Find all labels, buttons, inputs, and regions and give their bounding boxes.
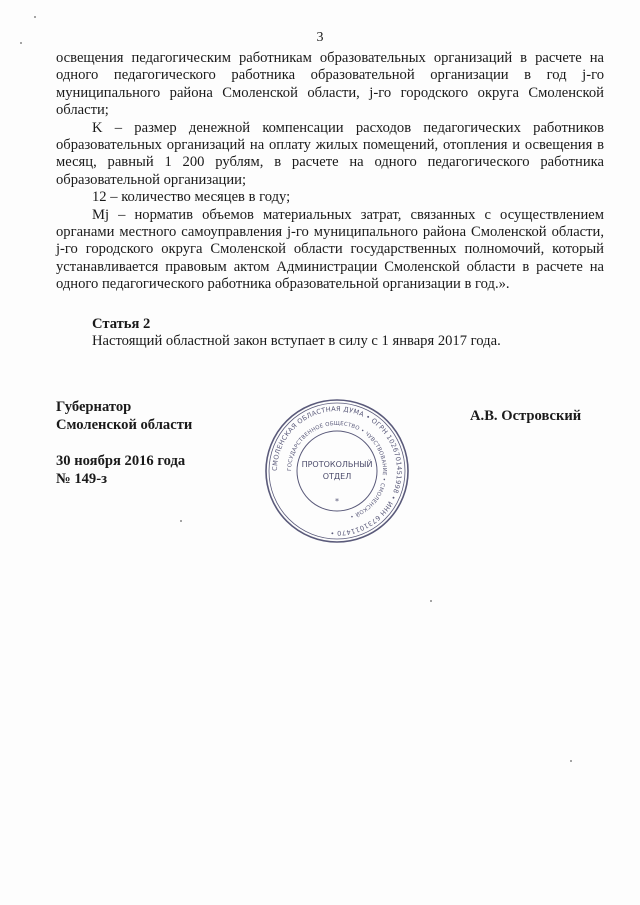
signatory-position-line2: Смоленской области <box>56 417 193 433</box>
stamp-center-line1: ПРОТОКОЛЬНЫЙ <box>301 460 373 469</box>
stamp-center-line2: ОТДЕЛ <box>322 472 352 481</box>
law-number: № 149-з <box>56 471 107 487</box>
signatory-position-line1: Губернатор <box>56 399 132 415</box>
paragraph-k-definition: K – размер денежной компенсации расходов педагогических работников образовательных организаций на оплату жилых помещений, отопления и освещения в месяц, равный 1 200 рублям, в расчете на одного педагогического работника образовательной организации; <box>56 119 604 188</box>
formula-definitions <box>56 50 604 294</box>
article-heading: Статья 2 <box>92 316 151 332</box>
scan-speck <box>34 16 36 18</box>
scan-speck <box>430 600 432 602</box>
stamp-inner-ring-text: ГОСУДАРСТВЕННОЕ ОБЩЕСТВО • ЧУВСТВОВАНИЕ • СМОЛЕНСКОЙ • <box>286 420 388 520</box>
scan-speck <box>570 760 572 762</box>
signature-block <box>56 398 192 488</box>
signatory-name: А.В. Островский <box>470 408 582 424</box>
paragraph-months-definition: 12 – количество месяцев в году; <box>92 189 291 206</box>
law-date: 30 ноября 2016 года <box>56 453 186 469</box>
scan-speck <box>180 520 182 522</box>
paragraph-continuation: освещения педагогическим работникам образовательных организаций в расчете на одного педагогического работника образовательной организации в год j-го муниципального района Смоленской области, j-го городского округа Смоленской области; <box>56 50 604 119</box>
article-text: Настоящий областной закон вступает в силу с 1 января 2017 года. <box>92 333 501 350</box>
official-seal-stamp <box>262 396 412 546</box>
stamp-star-icon: * <box>335 497 339 506</box>
article-2 <box>56 316 604 351</box>
page-number: 3 <box>316 30 324 45</box>
paragraph-mj-definition: Mj – норматив объемов материальных затрат, связанных с осуществлением органами местного самоуправления j-го муниципального района Смоленской области, j-го городского округа Смоленской области государственных полномочий, который устанавливается правовым актом Администрации Смоленской области в расчете на одного педагогического работника образовательной организации в год.». <box>56 206 604 293</box>
stamp-outer-ring-text: СМОЛЕНСКАЯ ОБЛАСТНАЯ ДУМА • ОГРН 1026701451998 • ИНН 6731011470 • <box>270 404 404 538</box>
scan-speck <box>20 42 22 44</box>
